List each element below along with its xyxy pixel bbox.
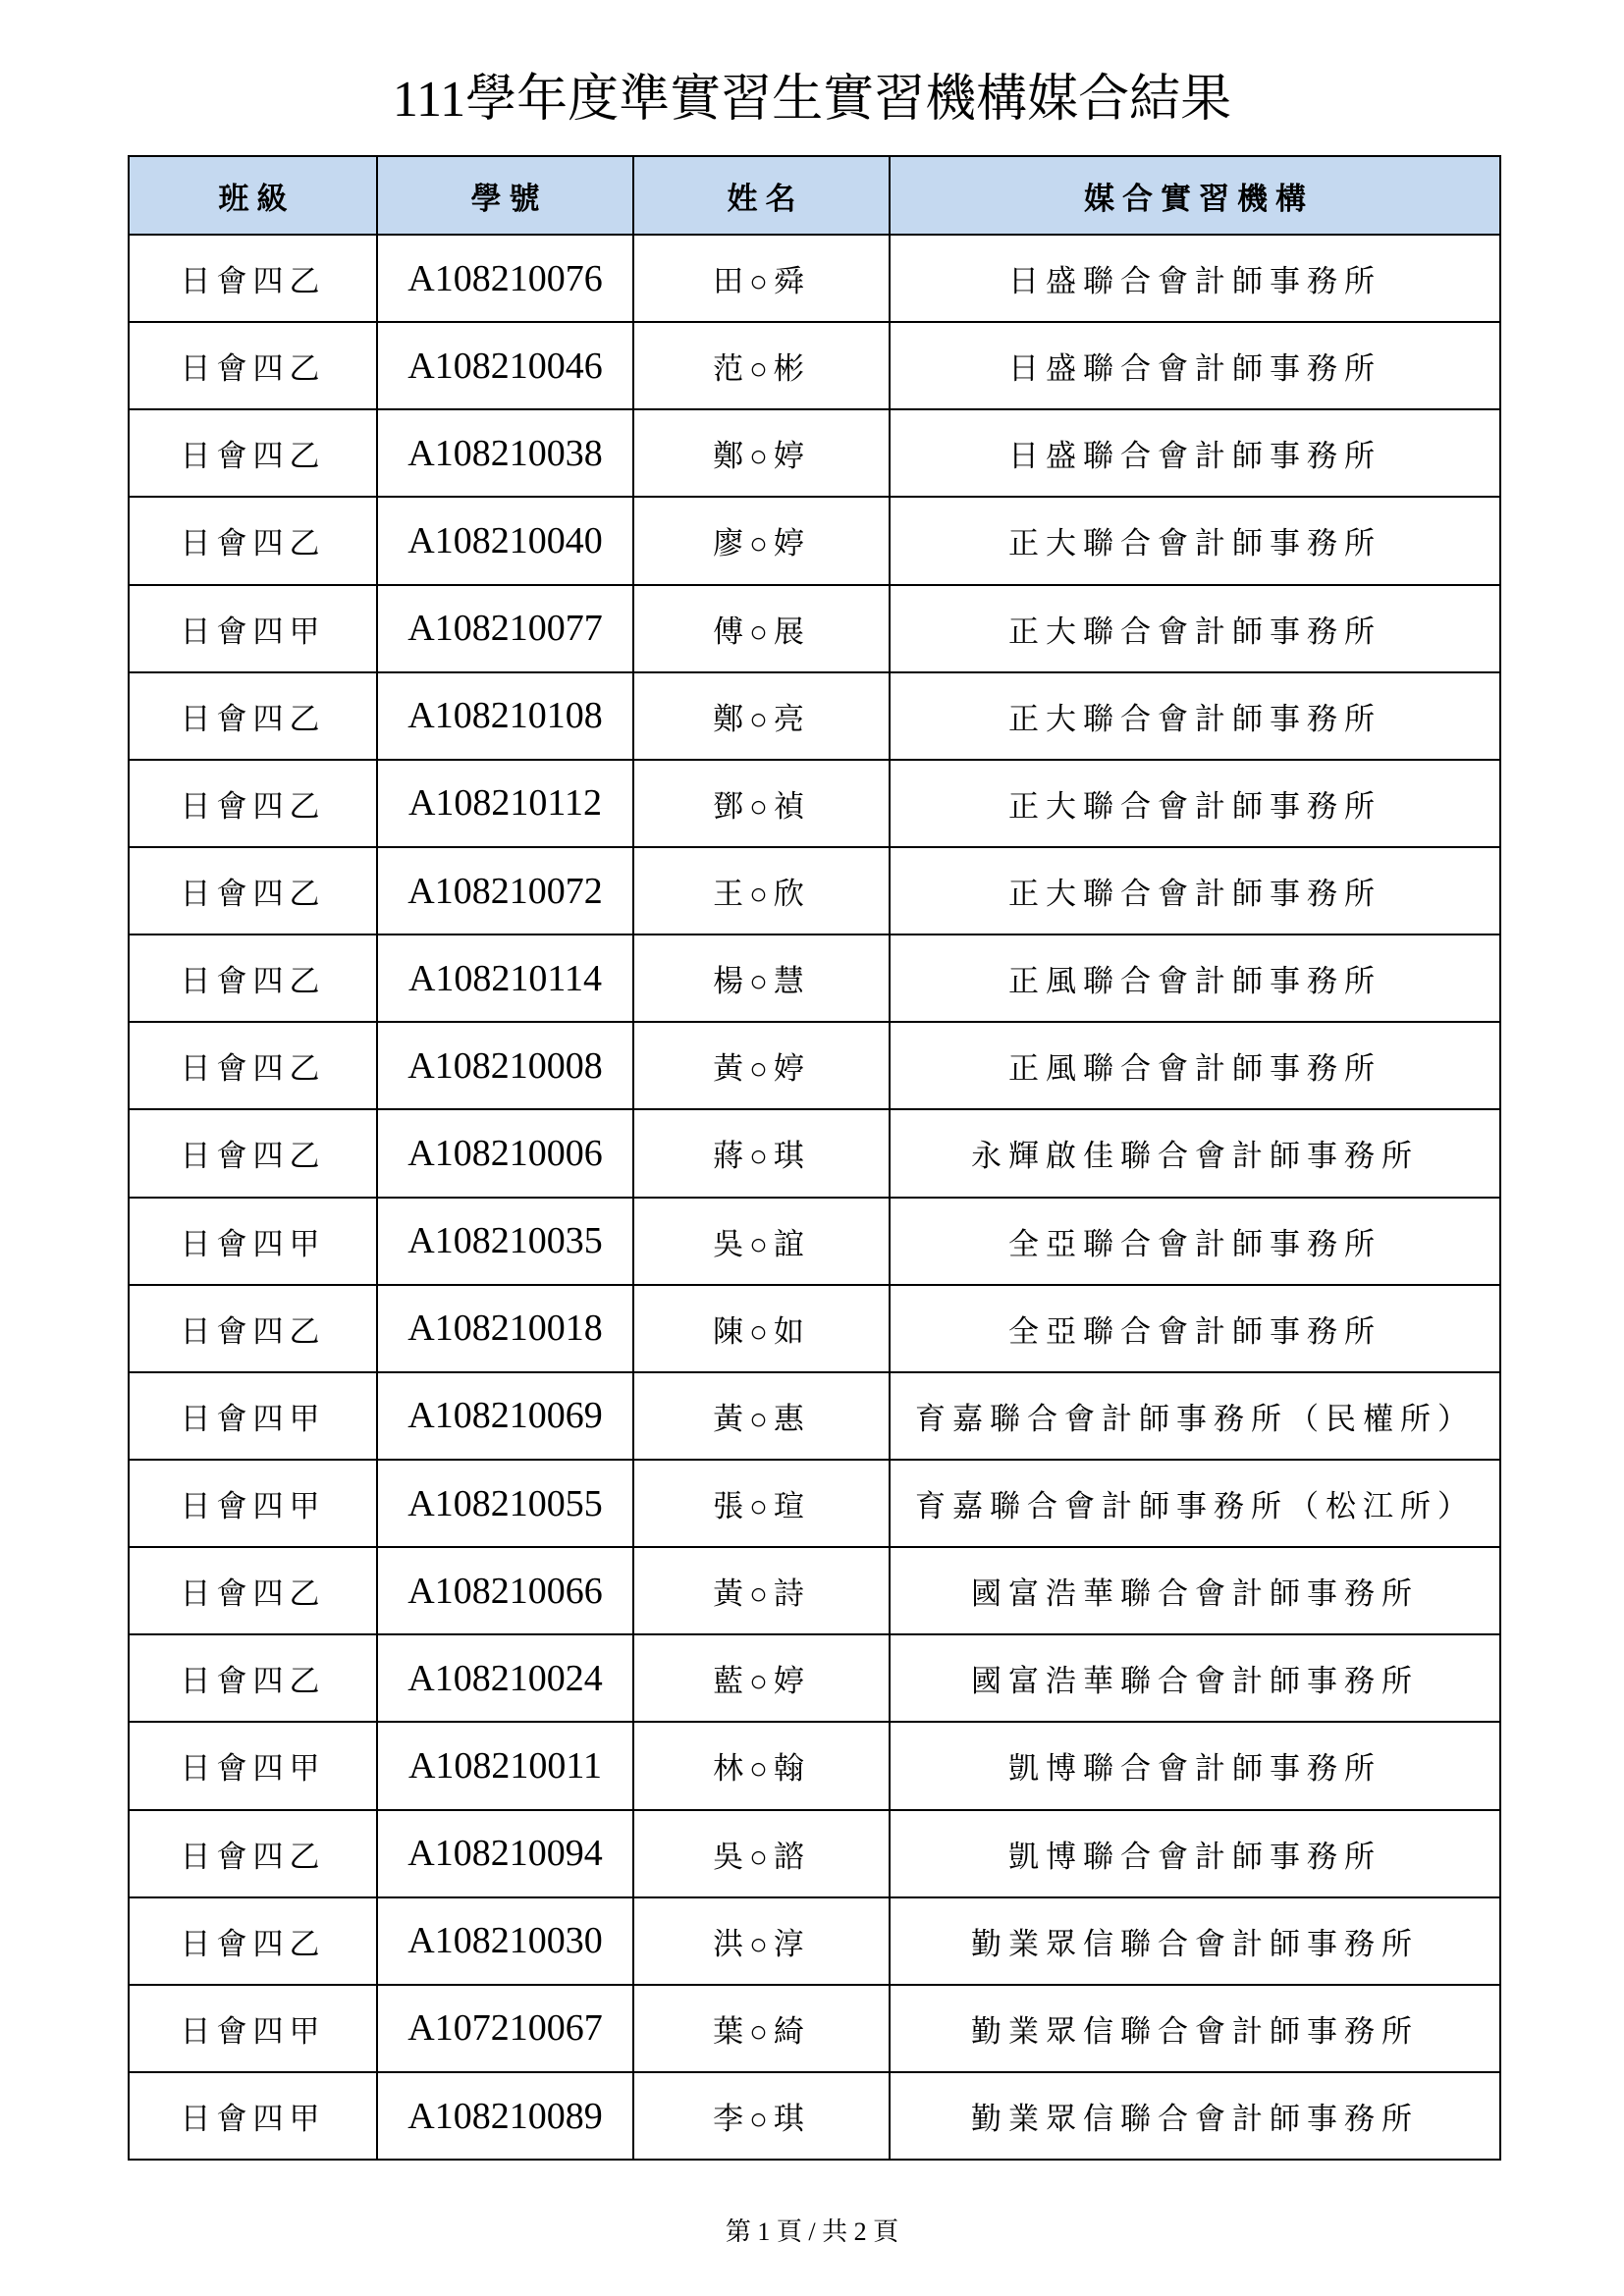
class-cell: 日會四乙 [129, 1109, 377, 1197]
table-row [129, 2072, 1500, 2160]
table-row [129, 235, 1500, 322]
table-row [129, 1198, 1500, 1285]
class-cell: 日會四乙 [129, 1897, 377, 1985]
table-row [129, 1460, 1500, 1547]
student-id-cell: A108210038 [377, 409, 633, 497]
header-row [129, 156, 1500, 235]
student-id-cell: A108210076 [377, 235, 633, 322]
table-row [129, 497, 1500, 584]
class-cell: 日會四乙 [129, 934, 377, 1022]
class-cell: 日會四甲 [129, 585, 377, 672]
table-row [129, 1547, 1500, 1634]
name-cell: 范○彬 [633, 322, 890, 409]
table-body [129, 235, 1500, 2160]
institution-cell: 育嘉聯合會計師事務所（民權所） [890, 1372, 1500, 1460]
student-id-cell: A108210024 [377, 1634, 633, 1722]
name-cell: 黃○詩 [633, 1547, 890, 1634]
class-cell: 日會四乙 [129, 760, 377, 847]
class-cell: 日會四甲 [129, 1985, 377, 2072]
institution-cell: 全亞聯合會計師事務所 [890, 1198, 1500, 1285]
name-cell: 葉○綺 [633, 1985, 890, 2072]
class-cell: 日會四乙 [129, 1634, 377, 1722]
institution-cell: 國富浩華聯合會計師事務所 [890, 1634, 1500, 1722]
class-cell: 日會四甲 [129, 1372, 377, 1460]
header-student-id: 學號 [377, 156, 633, 235]
institution-cell: 正風聯合會計師事務所 [890, 934, 1500, 1022]
class-cell: 日會四乙 [129, 1547, 377, 1634]
header-institution: 媒合實習機構 [890, 156, 1500, 235]
name-cell: 鄭○亮 [633, 672, 890, 760]
institution-cell: 日盛聯合會計師事務所 [890, 235, 1500, 322]
table-row [129, 1634, 1500, 1722]
student-id-cell: A108210094 [377, 1810, 633, 1897]
name-cell: 林○翰 [633, 1722, 890, 1809]
table-row [129, 1810, 1500, 1897]
student-id-cell: A108210055 [377, 1460, 633, 1547]
student-id-cell: A108210072 [377, 847, 633, 934]
class-cell: 日會四甲 [129, 1460, 377, 1547]
table-row [129, 847, 1500, 934]
student-id-cell: A108210108 [377, 672, 633, 760]
name-cell: 吳○誼 [633, 1198, 890, 1285]
institution-cell: 永輝啟佳聯合會計師事務所 [890, 1109, 1500, 1197]
table-row [129, 1372, 1500, 1460]
class-cell: 日會四甲 [129, 1722, 377, 1809]
institution-cell: 正大聯合會計師事務所 [890, 585, 1500, 672]
student-id-cell: A108210011 [377, 1722, 633, 1809]
student-id-cell: A108210112 [377, 760, 633, 847]
matching-results-table [128, 155, 1501, 2161]
institution-cell: 日盛聯合會計師事務所 [890, 322, 1500, 409]
class-cell: 日會四乙 [129, 322, 377, 409]
table-row [129, 1722, 1500, 1809]
name-cell: 鄭○婷 [633, 409, 890, 497]
table-row [129, 760, 1500, 847]
name-cell: 陳○如 [633, 1285, 890, 1372]
table-row [129, 1985, 1500, 2072]
name-cell: 張○瑄 [633, 1460, 890, 1547]
name-cell: 楊○慧 [633, 934, 890, 1022]
student-id-cell: A108210040 [377, 497, 633, 584]
student-id-cell: A108210066 [377, 1547, 633, 1634]
table-row [129, 585, 1500, 672]
institution-cell: 正大聯合會計師事務所 [890, 672, 1500, 760]
name-cell: 蔣○琪 [633, 1109, 890, 1197]
page-number-footer: 第 1 頁 / 共 2 頁 [725, 2217, 899, 2246]
table-row [129, 1109, 1500, 1197]
institution-cell: 凱博聯合會計師事務所 [890, 1810, 1500, 1897]
table-row [129, 409, 1500, 497]
student-id-cell: A108210046 [377, 322, 633, 409]
institution-cell: 日盛聯合會計師事務所 [890, 409, 1500, 497]
institution-cell: 勤業眾信聯合會計師事務所 [890, 1985, 1500, 2072]
name-cell: 黃○惠 [633, 1372, 890, 1460]
table-row [129, 934, 1500, 1022]
student-id-cell: A108210008 [377, 1022, 633, 1109]
class-cell: 日會四乙 [129, 1810, 377, 1897]
institution-cell: 勤業眾信聯合會計師事務所 [890, 2072, 1500, 2160]
student-id-cell: A108210018 [377, 1285, 633, 1372]
student-id-cell: A107210067 [377, 1985, 633, 2072]
name-cell: 吳○諮 [633, 1810, 890, 1897]
class-cell: 日會四乙 [129, 497, 377, 584]
class-cell: 日會四乙 [129, 1285, 377, 1372]
name-cell: 鄧○禎 [633, 760, 890, 847]
institution-cell: 正大聯合會計師事務所 [890, 847, 1500, 934]
table-row [129, 1285, 1500, 1372]
class-cell: 日會四乙 [129, 409, 377, 497]
table-row [129, 672, 1500, 760]
name-cell: 黃○婷 [633, 1022, 890, 1109]
name-cell: 洪○淳 [633, 1897, 890, 1985]
name-cell: 廖○婷 [633, 497, 890, 584]
class-cell: 日會四乙 [129, 1022, 377, 1109]
student-id-cell: A108210069 [377, 1372, 633, 1460]
name-cell: 王○欣 [633, 847, 890, 934]
name-cell: 田○舜 [633, 235, 890, 322]
table-row [129, 322, 1500, 409]
student-id-cell: A108210077 [377, 585, 633, 672]
student-id-cell: A108210030 [377, 1897, 633, 1985]
class-cell: 日會四甲 [129, 2072, 377, 2160]
class-cell: 日會四乙 [129, 847, 377, 934]
class-cell: 日會四甲 [129, 1198, 377, 1285]
institution-cell: 正大聯合會計師事務所 [890, 497, 1500, 584]
student-id-cell: A108210089 [377, 2072, 633, 2160]
table-row [129, 1022, 1500, 1109]
name-cell: 藍○婷 [633, 1634, 890, 1722]
institution-cell: 正大聯合會計師事務所 [890, 760, 1500, 847]
institution-cell: 正風聯合會計師事務所 [890, 1022, 1500, 1109]
class-cell: 日會四乙 [129, 235, 377, 322]
name-cell: 傅○展 [633, 585, 890, 672]
header-class: 班級 [129, 156, 377, 235]
institution-cell: 凱博聯合會計師事務所 [890, 1722, 1500, 1809]
table-row [129, 1897, 1500, 1985]
student-id-cell: A108210114 [377, 934, 633, 1022]
table-header [129, 156, 1500, 235]
name-cell: 李○琪 [633, 2072, 890, 2160]
institution-cell: 全亞聯合會計師事務所 [890, 1285, 1500, 1372]
student-id-cell: A108210035 [377, 1198, 633, 1285]
institution-cell: 勤業眾信聯合會計師事務所 [890, 1897, 1500, 1985]
institution-cell: 國富浩華聯合會計師事務所 [890, 1547, 1500, 1634]
institution-cell: 育嘉聯合會計師事務所（松江所） [890, 1460, 1500, 1547]
class-cell: 日會四乙 [129, 672, 377, 760]
page-title: 111學年度準實習生實習機構媒合結果 [392, 72, 1232, 128]
student-id-cell: A108210006 [377, 1109, 633, 1197]
header-name: 姓名 [633, 156, 890, 235]
